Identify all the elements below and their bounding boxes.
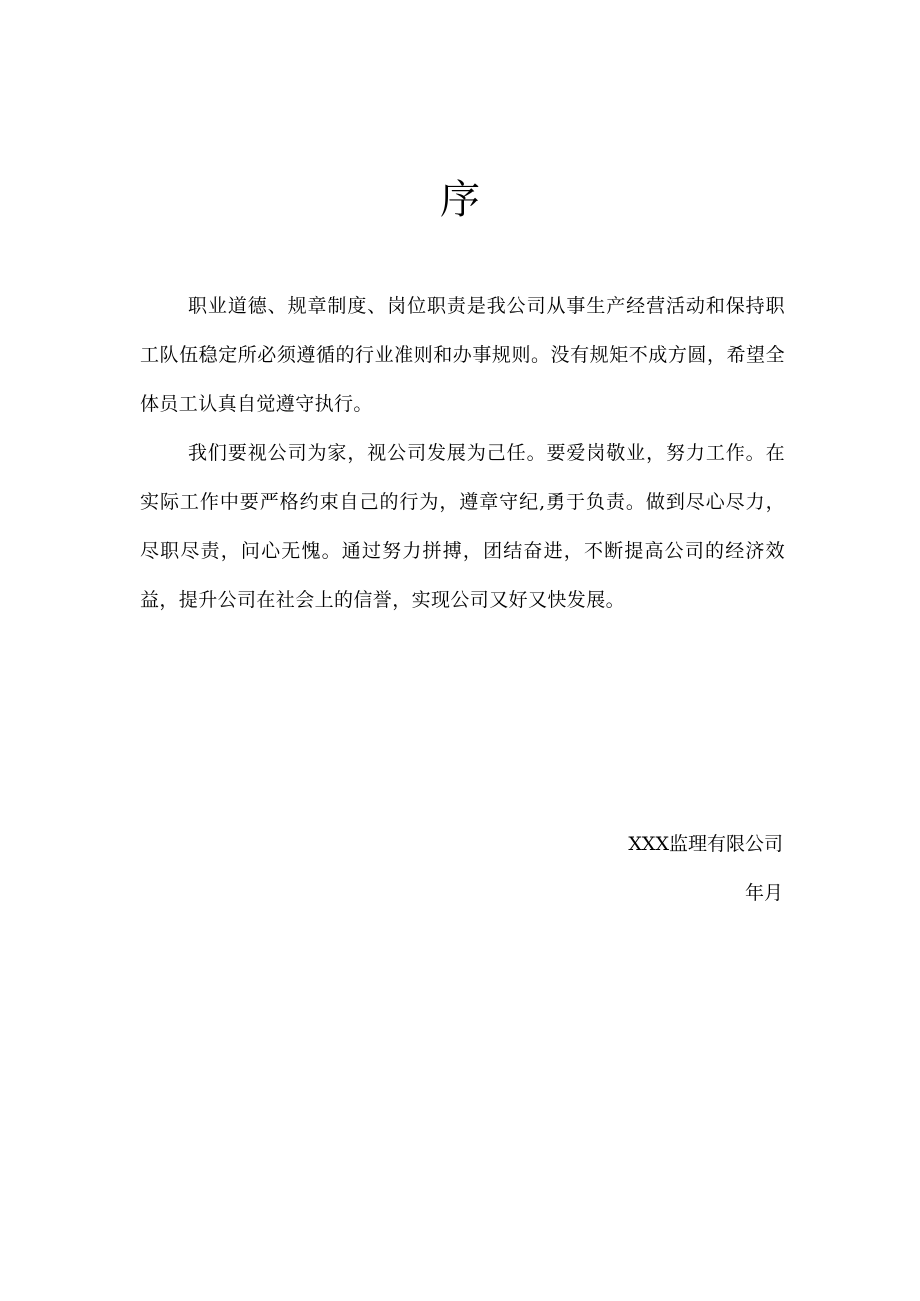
document-body [140,282,785,625]
company-name: XXX监理有限公司 [628,833,783,855]
page-title: 序 [440,177,480,223]
paragraph-1: 职业道德、规章制度、岗位职责是我公司从事生产经营活动和保持职工队伍稳定所必须遵循的行业准则和办事规则。没有规矩不成方圆，希望全体员工认真自觉遵守执行。 [140,295,785,415]
signature-date: 年月 [744,882,783,904]
paragraph-2: 我们要视公司为家，视公司发展为己任。要爱岗敬业，努力工作。在实际工作中要严格约束自己的行为，遵章守纪,勇于负责。做到尽心尽力，尽职尽责，问心无愧。通过努力拼搏，团结奋进，不断提高公司的经济效益，提升公司在社会上的信誉，实现公司又好又快发展。 [140,442,785,611]
signature-block [628,820,783,918]
